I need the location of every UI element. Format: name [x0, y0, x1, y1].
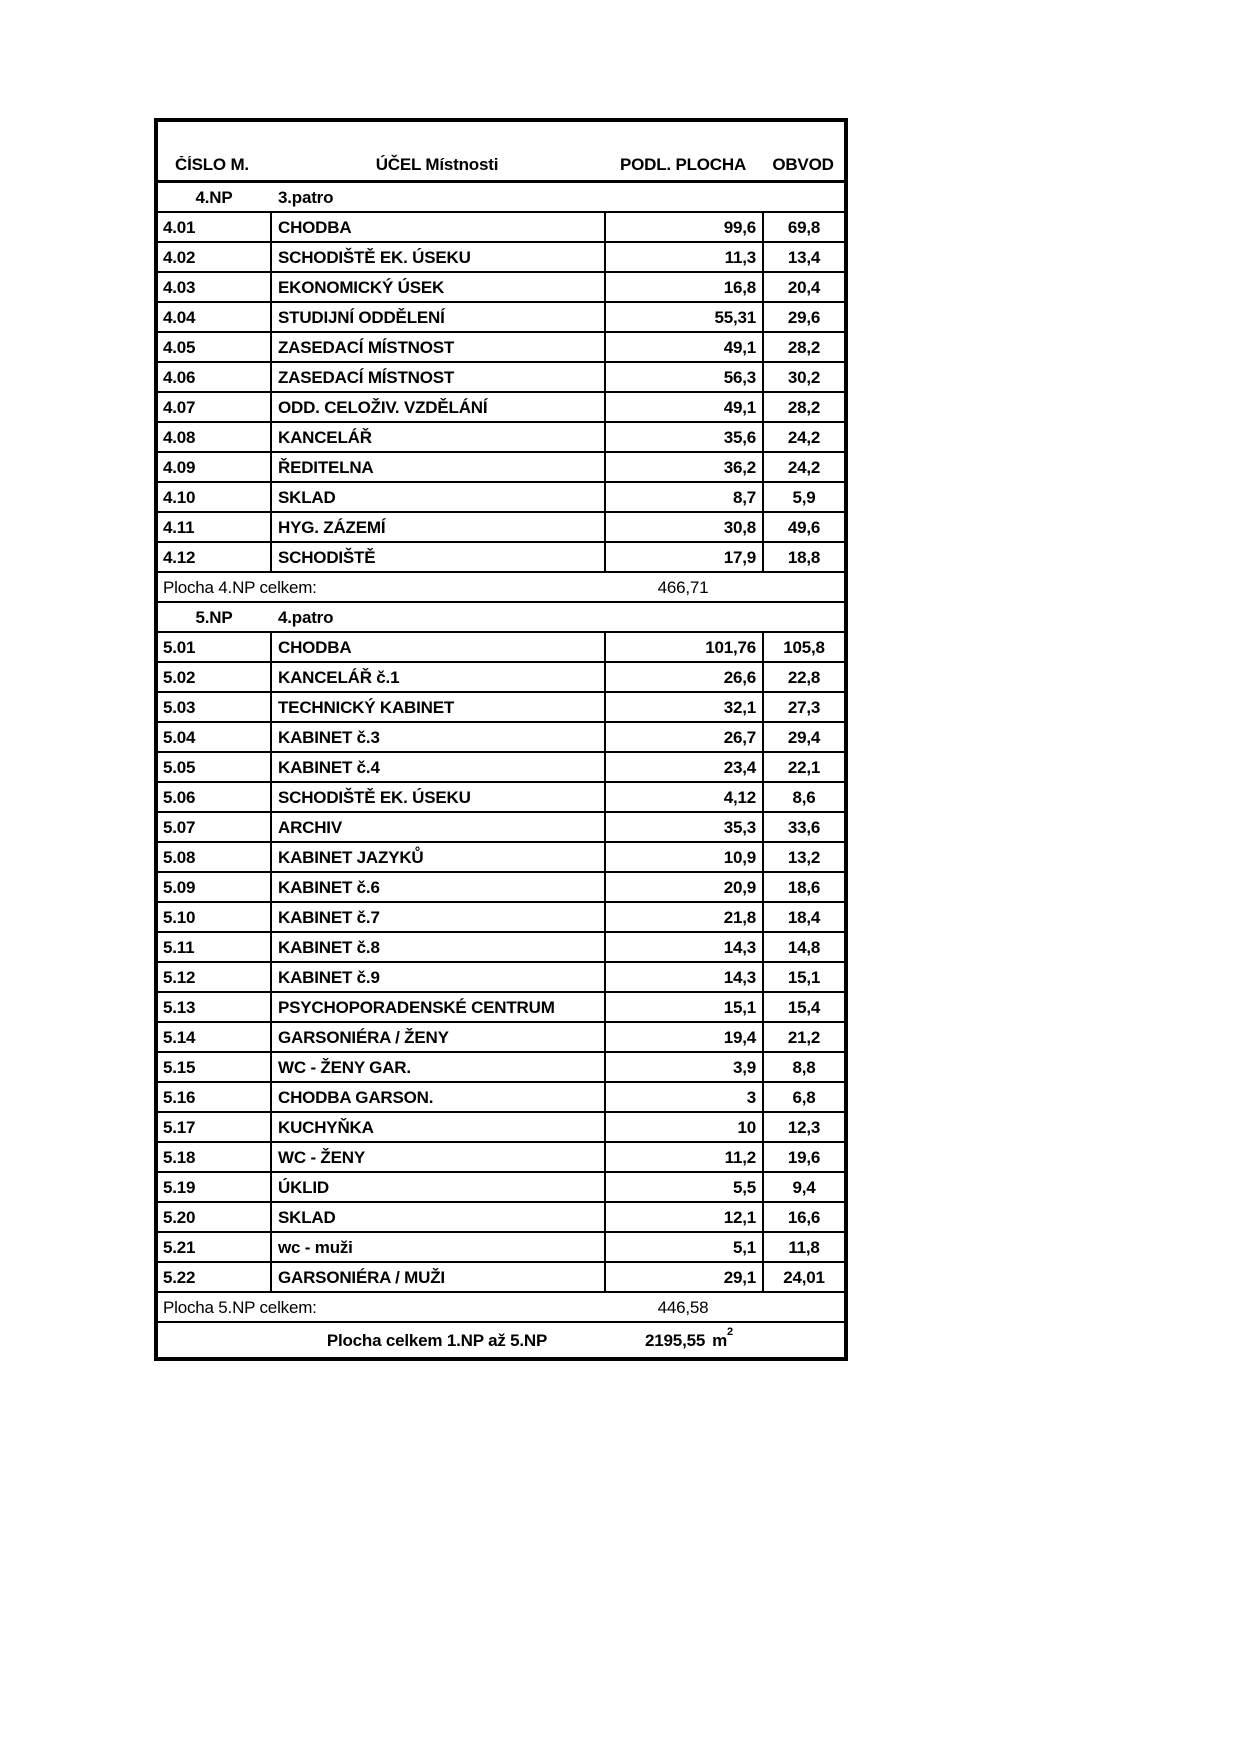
room-number-cell: 4.08 — [163, 428, 196, 446]
table-row — [158, 931, 844, 961]
floor-sublabel: 4.patro — [278, 607, 334, 627]
table-row — [158, 991, 844, 1021]
room-purpose-cell: SCHODIŠTĚ — [270, 543, 604, 571]
floor-total-label: Plocha 5.NP celkem: — [163, 1297, 317, 1317]
empty-cell — [604, 603, 762, 631]
perimeter-cell: 18,4 — [762, 903, 844, 931]
room-purpose-cell: KABINET č.4 — [270, 753, 604, 781]
floor-area-cell: 10,9 — [604, 843, 762, 871]
table-row — [158, 331, 844, 361]
floor-area-cell: 49,1 — [604, 393, 762, 421]
floor-area-cell: 3 — [604, 1083, 762, 1111]
room-purpose-cell: KABINET č.7 — [270, 903, 604, 931]
table-row — [158, 661, 844, 691]
room-number-cell: 5.18 — [163, 1148, 196, 1166]
room-number-cell: 5.15 — [163, 1058, 196, 1076]
room-number-cell: 5.16 — [163, 1088, 196, 1106]
room-number-cell: 5.01 — [163, 638, 196, 656]
table-row — [158, 1141, 844, 1171]
perimeter-cell: 24,01 — [762, 1263, 844, 1291]
table-row — [158, 361, 844, 391]
floor-area-cell: 15,1 — [604, 993, 762, 1021]
room-purpose-cell: KABINET č.3 — [270, 723, 604, 751]
empty-cell — [762, 603, 844, 631]
perimeter-cell: 24,2 — [762, 453, 844, 481]
perimeter-cell: 105,8 — [762, 633, 844, 661]
perimeter-cell: 6,8 — [762, 1083, 844, 1111]
perimeter-cell: 8,6 — [762, 783, 844, 811]
room-number-cell: 5.19 — [163, 1178, 196, 1196]
perimeter-cell: 49,6 — [762, 513, 844, 541]
table-row — [158, 1201, 844, 1231]
perimeter-cell: 22,8 — [762, 663, 844, 691]
room-number-cell: 4.10 — [163, 488, 196, 506]
room-number-cell: 4.01 — [163, 218, 196, 236]
table-row — [158, 781, 844, 811]
floor-area-cell: 56,3 — [604, 363, 762, 391]
perimeter-cell: 28,2 — [762, 333, 844, 361]
floor-total-row — [158, 571, 844, 601]
perimeter-cell: 11,8 — [762, 1233, 844, 1261]
grand-total-label: Plocha celkem 1.NP až 5.NP — [326, 1330, 548, 1350]
room-purpose-cell: ÚKLID — [270, 1173, 604, 1201]
floor-sublabel: 3.patro — [278, 187, 334, 207]
room-number-cell: 5.13 — [163, 998, 196, 1016]
floor-area-cell: 30,8 — [604, 513, 762, 541]
room-purpose-cell: EKONOMICKÝ ÚSEK — [270, 273, 604, 301]
table-row — [158, 511, 844, 541]
perimeter-cell: 13,4 — [762, 243, 844, 271]
floor-area-cell: 12,1 — [604, 1203, 762, 1231]
room-number-cell: 5.22 — [163, 1268, 196, 1286]
room-number-cell: 4.12 — [163, 548, 196, 566]
floor-area-cell: 11,3 — [604, 243, 762, 271]
room-purpose-cell: ARCHIV — [270, 813, 604, 841]
room-number-cell: 4.04 — [163, 308, 196, 326]
room-number-cell: 4.07 — [163, 398, 196, 416]
room-purpose-cell: WC - ŽENY — [270, 1143, 604, 1171]
header-room-purpose: ÚČEL Místnosti — [375, 155, 499, 174]
perimeter-cell: 20,4 — [762, 273, 844, 301]
perimeter-cell: 69,8 — [762, 213, 844, 241]
table-row — [158, 1051, 844, 1081]
room-purpose-cell: WC - ŽENY GAR. — [270, 1053, 604, 1081]
table-row — [158, 241, 844, 271]
floor-area-cell: 14,3 — [604, 933, 762, 961]
table-row — [158, 961, 844, 991]
floor-area-cell: 26,6 — [604, 663, 762, 691]
perimeter-cell: 8,8 — [762, 1053, 844, 1081]
floor-total-row — [158, 1291, 844, 1321]
room-number-cell: 5.17 — [163, 1118, 196, 1136]
table-row — [158, 271, 844, 301]
room-purpose-cell: KABINET JAZYKŮ — [270, 843, 604, 871]
room-area-table — [154, 118, 848, 1361]
floor-area-cell: 3,9 — [604, 1053, 762, 1081]
floor-area-cell: 17,9 — [604, 543, 762, 571]
room-purpose-cell: CHODBA — [270, 633, 604, 661]
grand-total-row — [158, 1321, 844, 1357]
room-purpose-cell: KANCELÁŘ — [270, 423, 604, 451]
table-row — [158, 841, 844, 871]
table-row — [158, 541, 844, 571]
floor-area-cell: 8,7 — [604, 483, 762, 511]
floor-area-cell: 32,1 — [604, 693, 762, 721]
room-number-cell: 4.09 — [163, 458, 196, 476]
floor-area-cell: 10 — [604, 1113, 762, 1141]
empty-cell — [762, 183, 844, 211]
room-number-cell: 5.14 — [163, 1028, 196, 1046]
floor-section-row — [158, 601, 844, 631]
table-row — [158, 1021, 844, 1051]
room-purpose-cell: SCHODIŠTĚ EK. ÚSEKU — [270, 783, 604, 811]
table-body — [158, 181, 844, 1321]
room-purpose-cell: PSYCHOPORADENSKÉ CENTRUM — [270, 993, 604, 1021]
perimeter-cell: 28,2 — [762, 393, 844, 421]
perimeter-cell: 18,8 — [762, 543, 844, 571]
grand-total-unit: $m^2$ — [712, 1325, 733, 1350]
table-row — [158, 631, 844, 661]
room-purpose-cell: ZASEDACÍ MÍSTNOST — [270, 363, 604, 391]
perimeter-cell: 33,6 — [762, 813, 844, 841]
header-perimeter: OBVOD — [772, 155, 834, 174]
room-purpose-cell: KANCELÁŘ č.1 — [270, 663, 604, 691]
table-row — [158, 901, 844, 931]
room-number-cell: 5.06 — [163, 788, 196, 806]
floor-area-cell: 35,3 — [604, 813, 762, 841]
table-row — [158, 211, 844, 241]
table-row — [158, 1261, 844, 1291]
room-purpose-cell: KABINET č.8 — [270, 933, 604, 961]
room-purpose-cell: KABINET č.9 — [270, 963, 604, 991]
floor-total-label: Plocha 4.NP celkem: — [163, 577, 317, 597]
room-purpose-cell: GARSONIÉRA / ŽENY — [270, 1023, 604, 1051]
room-number-cell: 5.10 — [163, 908, 196, 926]
table-row — [158, 1111, 844, 1141]
floor-label: 5.NP — [195, 608, 233, 626]
table-row — [158, 391, 844, 421]
table-row — [158, 871, 844, 901]
floor-area-cell: 4,12 — [604, 783, 762, 811]
room-number-cell: 5.09 — [163, 878, 196, 896]
room-purpose-cell: GARSONIÉRA / MUŽI — [270, 1263, 604, 1291]
floor-area-cell: 23,4 — [604, 753, 762, 781]
floor-area-cell: 19,4 — [604, 1023, 762, 1051]
perimeter-cell: 29,6 — [762, 303, 844, 331]
floor-area-cell: 5,5 — [604, 1173, 762, 1201]
room-purpose-cell: HYG. ZÁZEMÍ — [270, 513, 604, 541]
room-purpose-cell: SKLAD — [270, 1203, 604, 1231]
table-row — [158, 301, 844, 331]
room-number-cell: 5.03 — [163, 698, 196, 716]
empty-cell — [604, 183, 762, 211]
grand-total-number: 2195,55 — [645, 1330, 706, 1350]
grand-total-value — [604, 1323, 774, 1357]
floor-area-cell: 14,3 — [604, 963, 762, 991]
room-number-cell: 4.02 — [163, 248, 196, 266]
room-number-cell: 5.04 — [163, 728, 196, 746]
floor-area-cell: 16,8 — [604, 273, 762, 301]
table-row — [158, 481, 844, 511]
room-purpose-cell: KUCHYŇKA — [270, 1113, 604, 1141]
floor-area-cell: 36,2 — [604, 453, 762, 481]
floor-area-cell: 101,76 — [604, 633, 762, 661]
room-number-cell: 5.07 — [163, 818, 196, 836]
perimeter-cell: 12,3 — [762, 1113, 844, 1141]
table-row — [158, 691, 844, 721]
floor-label: 4.NP — [195, 188, 233, 206]
room-purpose-cell: KABINET č.6 — [270, 873, 604, 901]
room-purpose-cell: STUDIJNÍ ODDĚLENÍ — [270, 303, 604, 331]
room-number-cell: 4.03 — [163, 278, 196, 296]
perimeter-cell: 15,4 — [762, 993, 844, 1021]
perimeter-cell: 22,1 — [762, 753, 844, 781]
floor-area-cell: 5,1 — [604, 1233, 762, 1261]
perimeter-cell: 18,6 — [762, 873, 844, 901]
header-room-number: ČÍSLO M. — [175, 156, 249, 174]
perimeter-cell: 24,2 — [762, 423, 844, 451]
room-purpose-cell: TECHNICKÝ KABINET — [270, 693, 604, 721]
table-row — [158, 721, 844, 751]
floor-area-cell: 11,2 — [604, 1143, 762, 1171]
floor-area-cell: 55,31 — [604, 303, 762, 331]
perimeter-cell: 21,2 — [762, 1023, 844, 1051]
room-purpose-cell: ŘEDITELNA — [270, 453, 604, 481]
floor-area-cell: 29,1 — [604, 1263, 762, 1291]
perimeter-cell: 16,6 — [762, 1203, 844, 1231]
room-number-cell: 5.11 — [163, 938, 195, 956]
floor-area-cell: 99,6 — [604, 213, 762, 241]
room-purpose-cell: wc - muži — [270, 1233, 604, 1261]
room-number-cell: 5.20 — [163, 1208, 196, 1226]
table-row — [158, 1231, 844, 1261]
table-row — [158, 1171, 844, 1201]
floor-area-cell: 49,1 — [604, 333, 762, 361]
perimeter-cell: 13,2 — [762, 843, 844, 871]
table-row — [158, 451, 844, 481]
perimeter-cell: 27,3 — [762, 693, 844, 721]
room-number-cell: 4.05 — [163, 338, 196, 356]
perimeter-cell: 9,4 — [762, 1173, 844, 1201]
perimeter-cell: 15,1 — [762, 963, 844, 991]
floor-section-row — [158, 181, 844, 211]
room-purpose-cell: SCHODIŠTĚ EK. ÚSEKU — [270, 243, 604, 271]
perimeter-cell: 29,4 — [762, 723, 844, 751]
floor-area-cell: 35,6 — [604, 423, 762, 451]
room-number-cell: 4.11 — [163, 518, 195, 536]
table-row — [158, 1081, 844, 1111]
room-number-cell: 5.05 — [163, 758, 196, 776]
room-number-cell: 5.08 — [163, 848, 196, 866]
room-purpose-cell: SKLAD — [270, 483, 604, 511]
perimeter-cell: 5,9 — [762, 483, 844, 511]
floor-total-value: 446,58 — [657, 1297, 709, 1317]
room-purpose-cell: ODD. CELOŽIV. VZDĚLÁNÍ — [270, 393, 604, 421]
perimeter-cell: 14,8 — [762, 933, 844, 961]
room-purpose-cell: ZASEDACÍ MÍSTNOST — [270, 333, 604, 361]
room-number-cell: 5.12 — [163, 968, 196, 986]
floor-area-cell: 21,8 — [604, 903, 762, 931]
table-row — [158, 421, 844, 451]
perimeter-cell: 30,2 — [762, 363, 844, 391]
table-header-row — [158, 122, 844, 181]
room-purpose-cell: CHODBA — [270, 213, 604, 241]
table-row — [158, 811, 844, 841]
floor-total-value: 466,71 — [657, 577, 709, 597]
floor-area-cell: 20,9 — [604, 873, 762, 901]
room-purpose-cell: CHODBA GARSON. — [270, 1083, 604, 1111]
table-row — [158, 751, 844, 781]
floor-area-cell: 26,7 — [604, 723, 762, 751]
room-number-cell: 5.21 — [163, 1238, 196, 1256]
perimeter-cell: 19,6 — [762, 1143, 844, 1171]
room-number-cell: 4.06 — [163, 368, 196, 386]
header-floor-area: PODL. PLOCHA — [619, 155, 747, 174]
room-number-cell: 5.02 — [163, 668, 196, 686]
